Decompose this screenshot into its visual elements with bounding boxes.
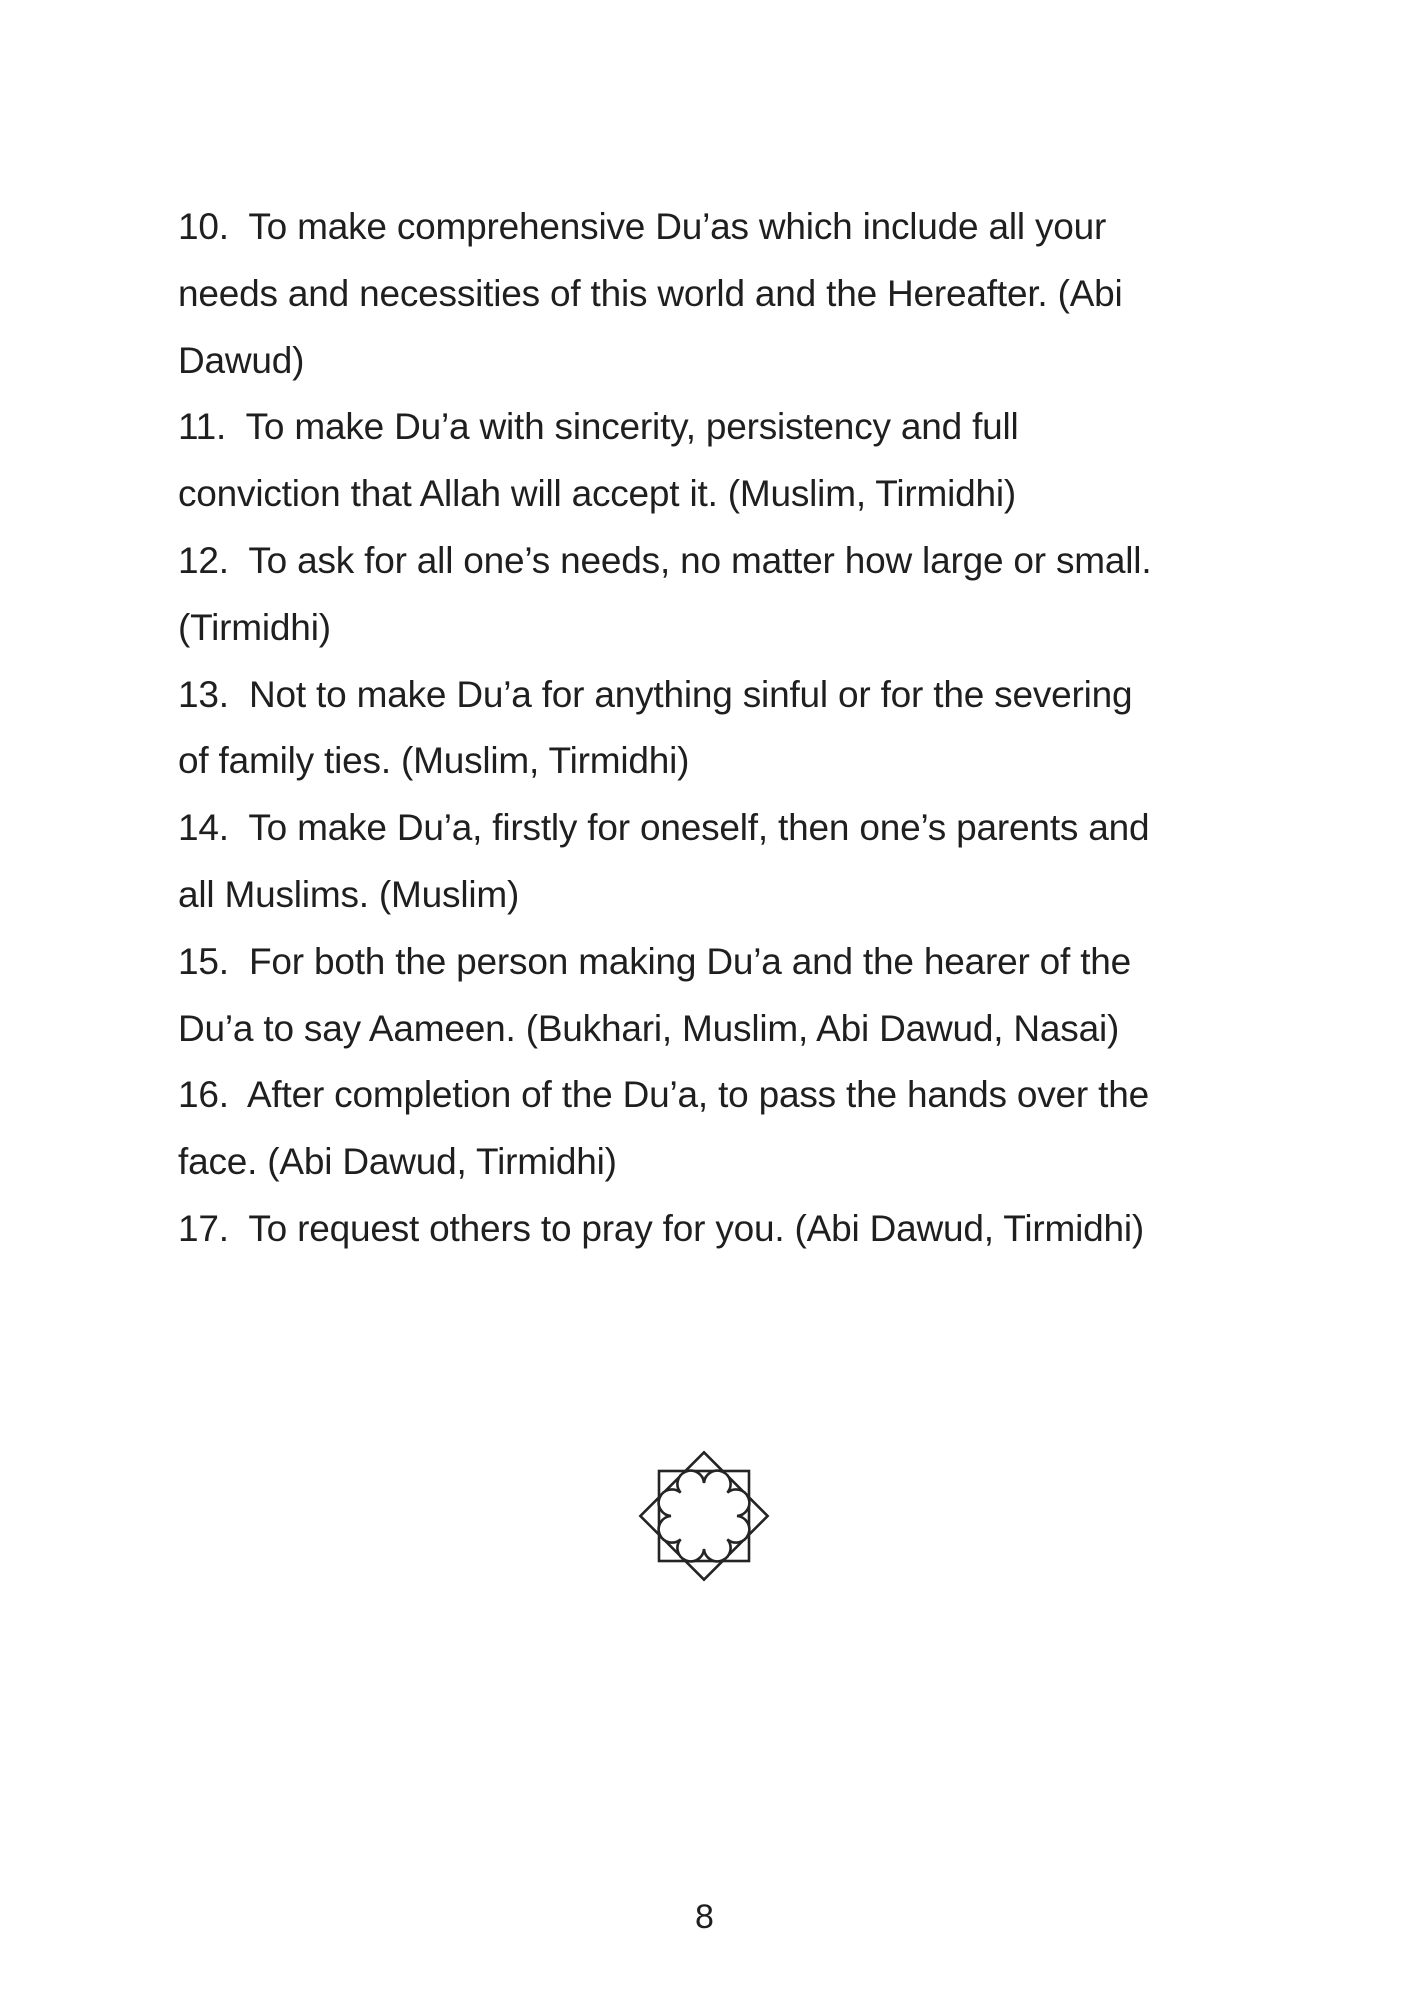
page-number: 8 xyxy=(695,1898,714,1936)
list-line: of family ties. (Muslim, Tirmidhi) xyxy=(178,740,690,782)
list-line: face. (Abi Dawud, Tirmidhi) xyxy=(178,1141,617,1183)
list-line: 15. For both the person making Du’a and the hearer of the xyxy=(178,940,1132,982)
list-line: 14. To make Du’a, firstly for oneself, then one’s parents and xyxy=(178,807,1150,849)
list-line: 17. To request others to pray for you. (Abi Dawud, Tirmidhi) xyxy=(178,1207,1145,1249)
list-line: 11. To make Du’a with sincerity, persistency and full xyxy=(178,406,1019,448)
list-line: 10. To make comprehensive Du’as which include all your xyxy=(178,206,1107,247)
list-line: (Tirmidhi) xyxy=(178,606,331,648)
list-line: 12. To ask for all one’s needs, no matter how large or small. xyxy=(178,539,1152,581)
list-line: needs and necessities of this world and the Hereafter. (Abi xyxy=(178,272,1123,314)
list-line: 16. After completion of the Du’a, to pass the hands over the xyxy=(178,1074,1149,1116)
list-line: 13. Not to make Du’a for anything sinful or for the severing xyxy=(178,673,1133,715)
list-line: Dawud) xyxy=(178,339,305,381)
dua-etiquette-list xyxy=(178,194,1378,1263)
list-line: Du’a to say Aameen. (Bukhari, Muslim, Abi Dawud, Nasai) xyxy=(178,1007,1120,1049)
eight-petal-rosette-icon xyxy=(634,1446,774,1586)
rosette-ornament xyxy=(634,1446,774,1586)
list-line: all Muslims. (Muslim) xyxy=(178,873,520,915)
list-line: conviction that Allah will accept it. (Muslim, Tirmidhi) xyxy=(178,473,1017,515)
